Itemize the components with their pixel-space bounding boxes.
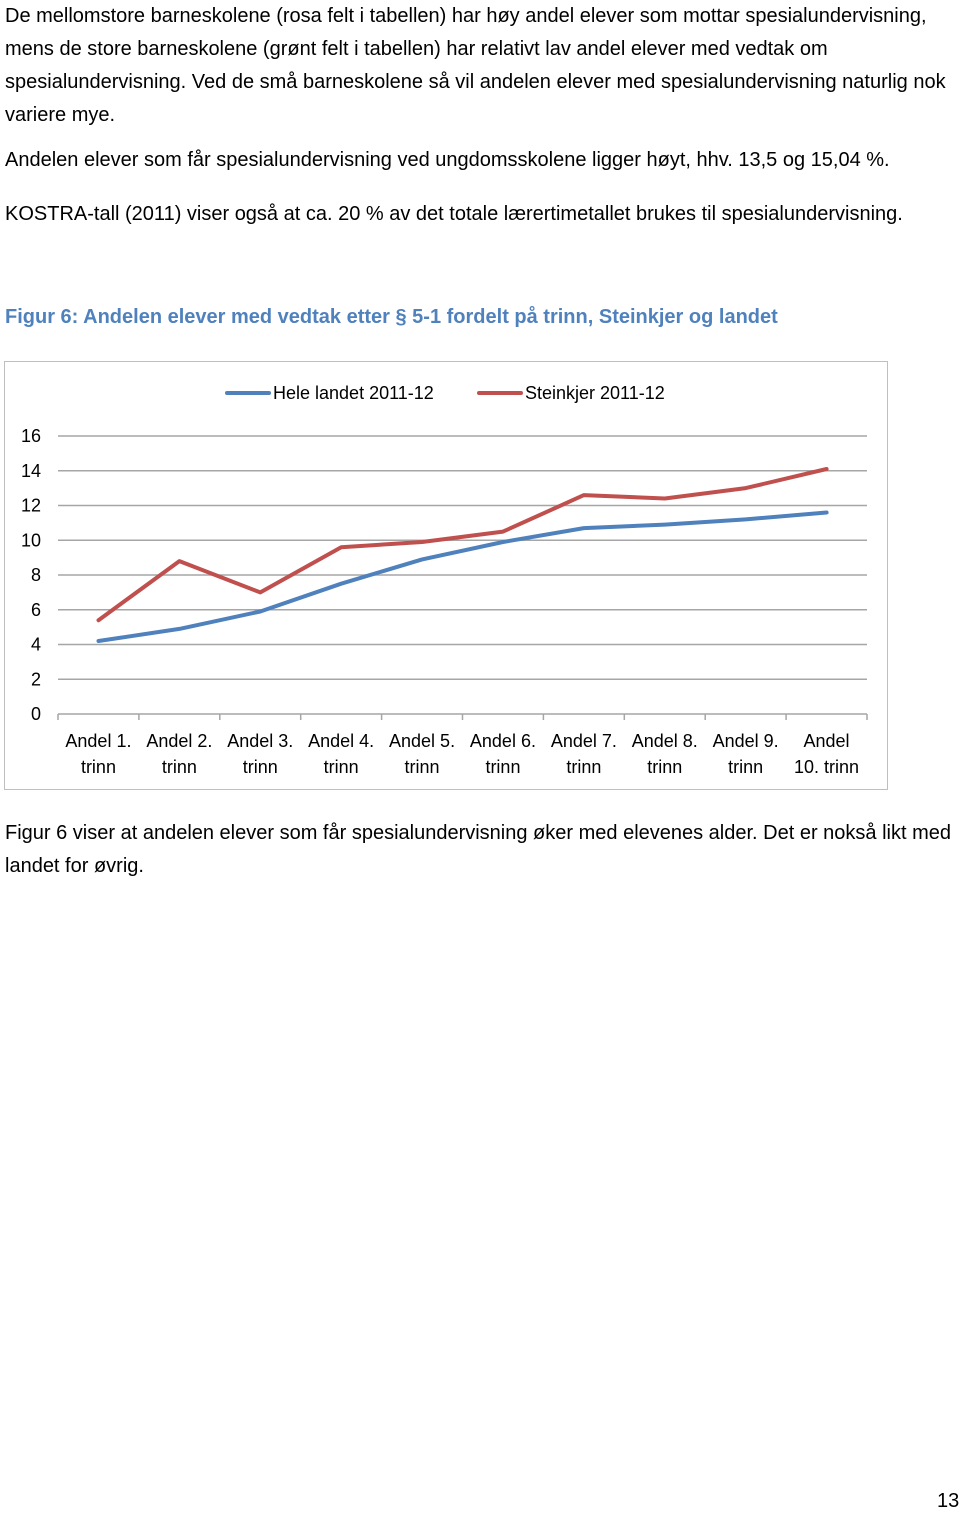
x-tick-label: trinn — [728, 757, 764, 777]
x-tick-label: trinn — [485, 757, 521, 777]
page-number: 13 — [937, 1490, 960, 1512]
x-tick-label: trinn — [647, 757, 683, 777]
y-tick-label: 14 — [20, 460, 41, 481]
y-tick-label: 0 — [30, 704, 41, 724]
x-tick-label: trinn — [566, 757, 602, 777]
x-tick-label: Andel 8. — [631, 731, 698, 751]
series-line-steinkjer — [99, 469, 827, 620]
y-tick-label: 8 — [30, 565, 41, 585]
y-tick-label: 16 — [20, 426, 41, 446]
x-tick-label: Andel 3. — [227, 731, 294, 751]
y-tick-label: 2 — [30, 669, 41, 690]
x-tick-label: Andel 7. — [550, 731, 617, 751]
x-tick-label: Andel 9. — [712, 731, 779, 751]
x-tick-label: Andel 5. — [389, 731, 456, 751]
paragraph-4: Figur 6 viser at andelen elever som får spesialundervisning øker med elevenes alder. Det er nokså likt med landet for øvrig. — [5, 822, 952, 877]
x-tick-label: Andel 2. — [146, 731, 213, 751]
paragraph-1: De mellomstore barneskolene (rosa felt i tabellen) har høy andel elever som mottar spesialundervisning, mens de store barneskolene (grønt felt i tabellen) har relativt lav andel elever med vedtak om spesialundervisning. Ved de små barneskolene så vil andelen elever med spesialundervisning naturlig nok variere mye. — [5, 5, 946, 126]
line-chart — [4, 361, 888, 790]
y-tick-label: 10 — [20, 530, 41, 551]
x-tick-label: Andel 1. — [65, 731, 132, 751]
chart-svg — [5, 362, 889, 791]
figure-caption: Figur 6: Andelen elever med vedtak etter § 5-1 fordelt på trinn, Steinkjer og landet — [5, 306, 778, 328]
x-tick-label: trinn — [161, 757, 197, 777]
x-tick-label: Andel 4. — [308, 731, 375, 751]
x-tick-label: trinn — [323, 757, 359, 777]
x-tick-label: Andel — [803, 731, 850, 751]
x-tick-label: trinn — [80, 757, 116, 777]
x-tick-label: trinn — [404, 757, 440, 777]
series-line-hele-landet — [99, 513, 827, 642]
y-tick-label: 6 — [30, 599, 41, 620]
x-tick-label: trinn — [242, 757, 278, 777]
paragraph-2: Andelen elever som får spesialundervisning ved ungdomsskolene ligger høyt, hhv. 13,5 og 15,04 %. — [5, 149, 890, 171]
x-tick-label: 10. trinn — [794, 757, 860, 777]
x-tick-label: Andel 6. — [469, 731, 536, 751]
y-tick-label: 12 — [20, 495, 41, 516]
paragraph-3: KOSTRA-tall (2011) viser også at ca. 20 % av det totale lærertimetallet brukes til spesialundervisning. — [5, 203, 903, 225]
y-tick-label: 4 — [30, 634, 41, 655]
legend-label: Hele landet 2011-12 — [273, 383, 434, 403]
legend-label: Steinkjer 2011-12 — [525, 383, 665, 403]
